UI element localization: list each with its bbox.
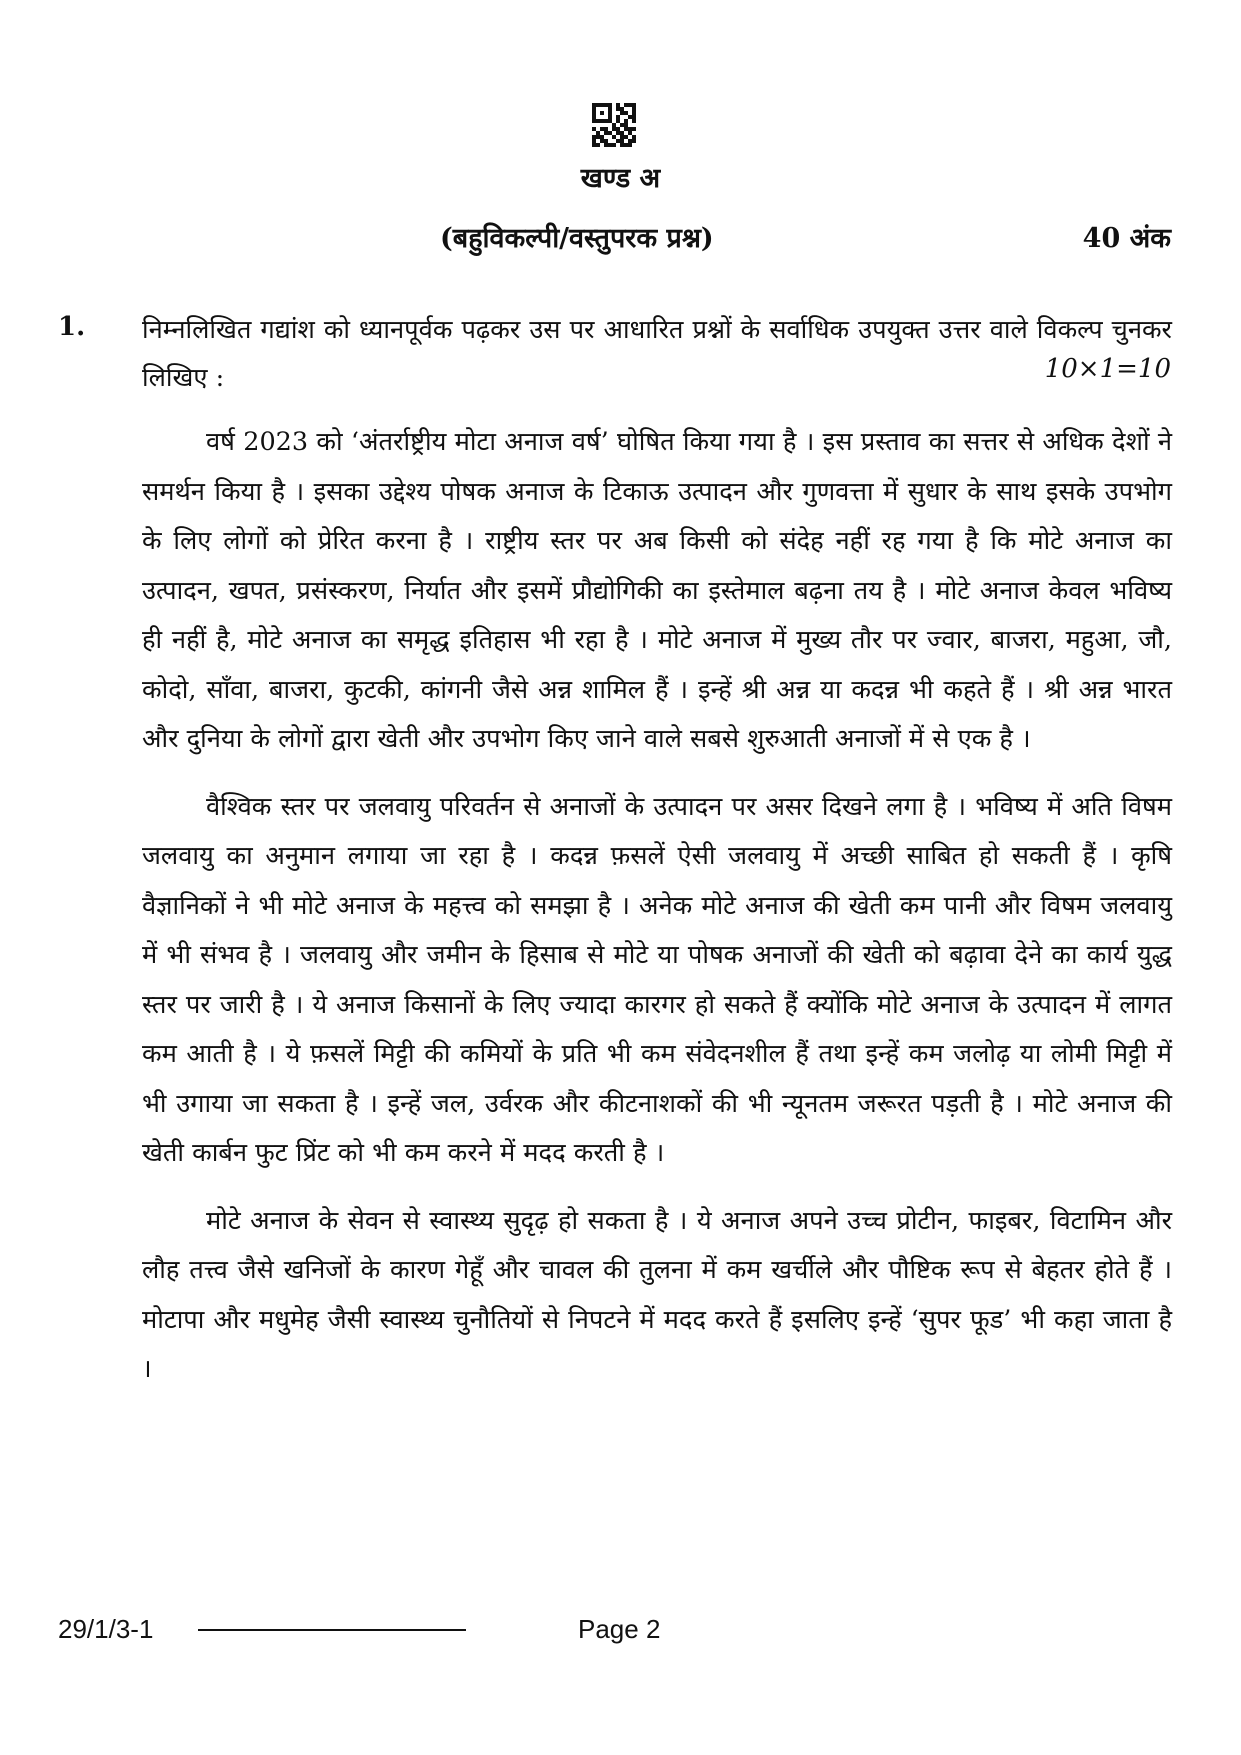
question-number: 1. <box>58 312 86 342</box>
passage-paragraph: वैश्विक स्तर पर जलवायु परिवर्तन से अनाजों के उत्पादन पर असर दिखने लगा है । भविष्य में अति विषम जलवायु का अनुमान लगाया जा रहा है । कदन्न फ़सलें ऐसी जलवायु में अच्छी साबित हो सकती हैं । कृषि वैज्ञानिकों ने भी मोटे अनाज के महत्त्व को समझा है । अनेक मोटे अनाज की खेती कम पानी और विषम जलवायु में भी संभव है । जलवायु और जमीन के हिसाब से मोटे या पोषक अनाजों की खेती को बढ़ावा देने का कार्य युद्ध स्तर पर जारी है । ये अनाज किसानों के लिए ज्यादा कारगर हो सकते हैं क्योंकि मोटे अनाज के उत्पादन में लागत कम आती है । ये फ़सलें मिट्टी की कमियों के प्रति भी कम संवेदनशील हैं तथा इन्हें कम जलोढ़ या लोमी मिट्टी में भी उगाया जा सकता है । इन्हें जल, उर्वरक और कीटनाशकों की भी न्यूनतम जरूरत पड़ती है । मोटे अनाज की खेती कार्बन फुट प्रिंट को भी कम करने में मदद करती है । <box>142 791 1172 1168</box>
section-subtitle: (बहुविकल्पी/वस्तुपरक प्रश्न) <box>440 223 714 254</box>
passage-paragraph: मोटे अनाज के सेवन से स्वास्थ्य सुदृढ़ हो सकता है । ये अनाज अपने उच्च प्रोटीन, फाइबर, विटामिन और लौह तत्त्व जैसे खनिजों के कारण गेहूँ और चावल की तुलना में कम खर्चीले और पौष्टिक रूप से बेहतर होते हैं । मोटापा और मधुमेह जैसी स्वास्थ्य चुनौतियों से निपटने में मदद करते हैं इसलिए इन्हें ‘सुपर फूड’ भी कहा जाता है । <box>142 1205 1172 1384</box>
passage-paragraph: वर्ष 2023 को ‘अंतर्राष्ट्रीय मोटा अनाज वर्ष’ घोषित किया गया है । इस प्रस्ताव का सत्तर से अधिक देशों ने समर्थन किया है । इसका उद्देश्य पोषक अनाज के टिकाऊ उत्पादन और गुणवत्ता में सुधार के साथ इसके उपभोग के लिए लोगों को प्रेरित करना है । राष्ट्रीय स्तर पर अब किसी को संदेह नहीं रह गया है कि मोटे अनाज का उत्पादन, खपत, प्रसंस्करण, निर्यात और इसमें प्रौद्योगिकी का इस्तेमाल बढ़ना तय है । मोटे अनाज केवल भविष्य ही नहीं है, मोटे अनाज का समृद्ध इतिहास भी रहा है । मोटे अनाज में मुख्य तौर पर ज्वार, बाजरा, महुआ, जौ, कोदो, साँवा, बाजरा, कुटकी, कांगनी जैसे अन्न शामिल हैं । इन्हें श्री अन्न या कदन्न भी कहते हैं । श्री अन्न भारत और दुनिया के लोगों द्वारा खेती और उपभोग किए जाने वाले सबसे शुरुआती अनाजों में से एक है । <box>142 427 1172 754</box>
qr-code-icon <box>592 103 636 147</box>
section-marks: 40 अंक <box>1082 223 1171 254</box>
question-score: 10×1=10 <box>1044 354 1171 384</box>
paper-code: 29/1/3-1 <box>58 1614 154 1644</box>
page-number: Page 2 <box>578 1614 661 1644</box>
passage <box>142 418 1172 1413</box>
question-instruction: निम्नलिखित गद्यांश को ध्यानपूर्वक पढ़कर उस पर आधारित प्रश्नों के सर्वाधिक उपयुक्त उत्तर वाले विकल्प चुनकर लिखिए : <box>142 315 1172 393</box>
footer-divider <box>198 1629 466 1631</box>
section-title: खण्ड अ <box>580 163 661 194</box>
